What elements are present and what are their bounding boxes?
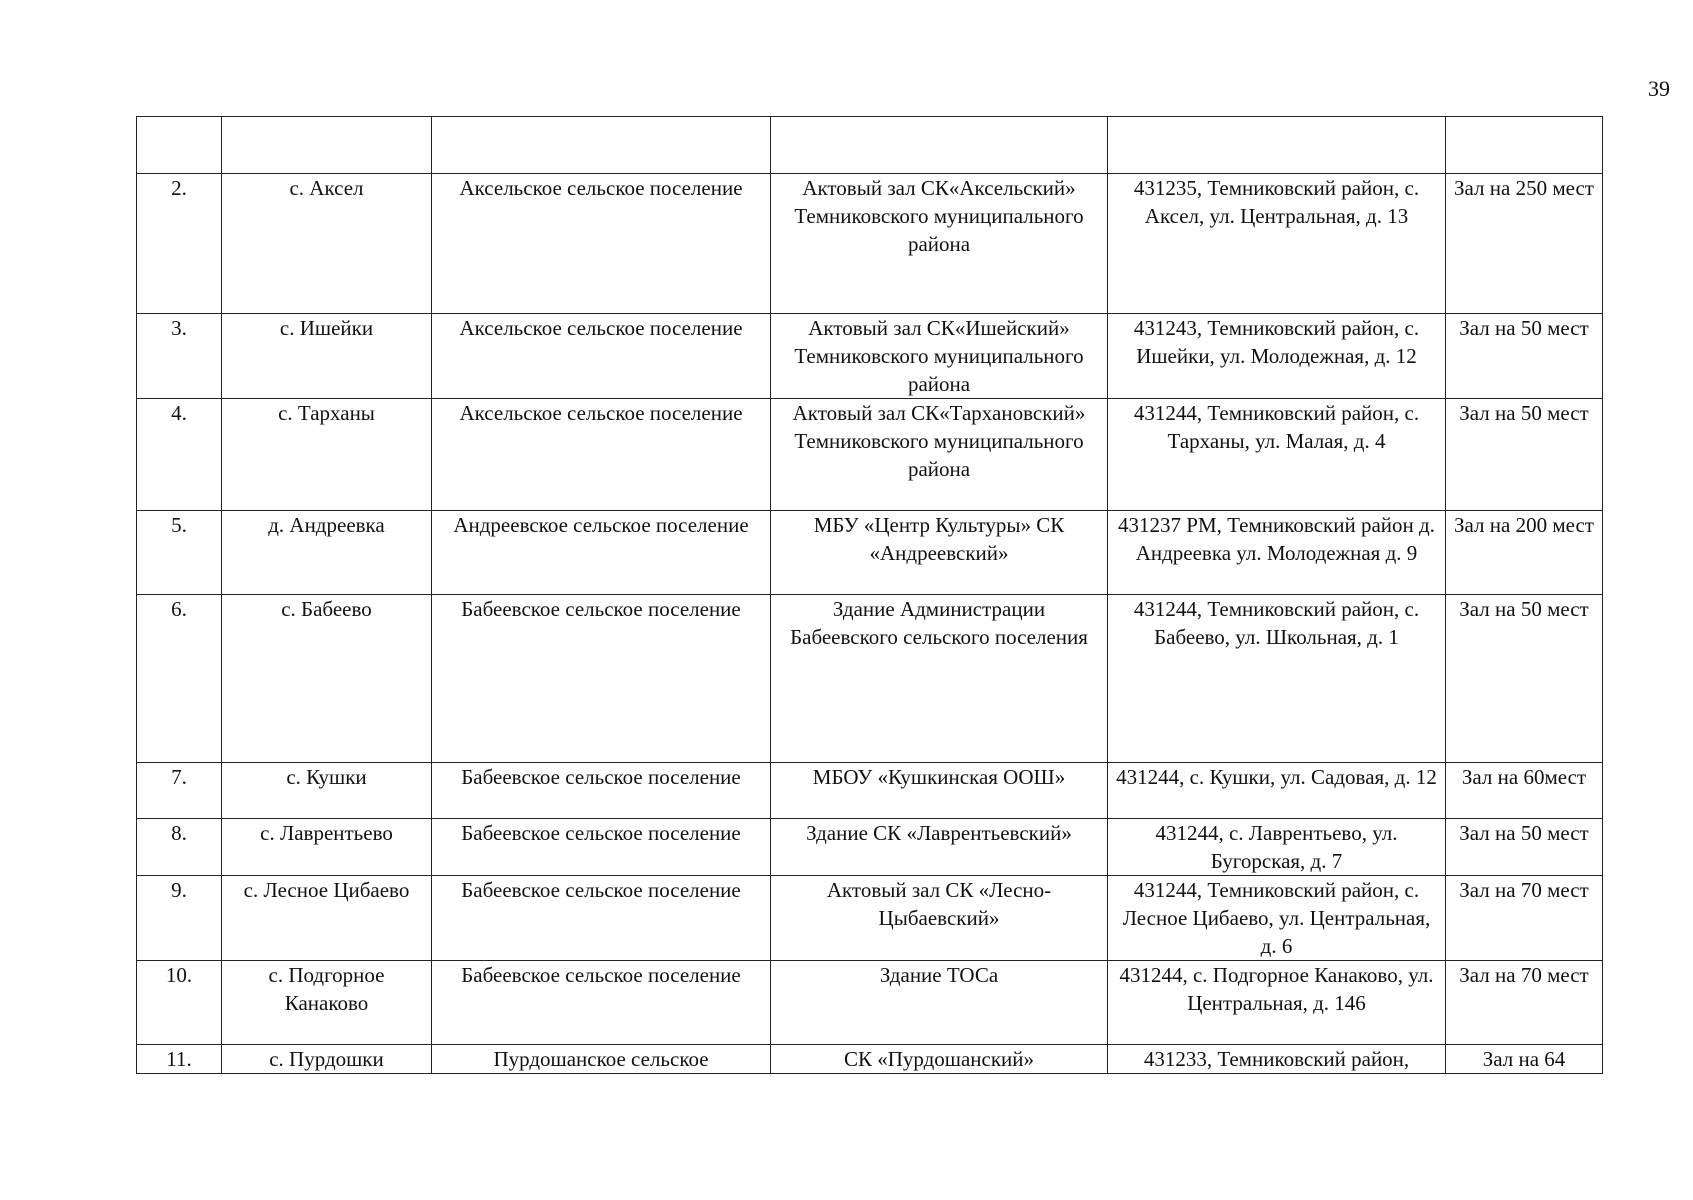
cell-capacity: Зал на 250 мест xyxy=(1446,174,1603,314)
cell-capacity: Зал на 70 мест xyxy=(1446,961,1603,1045)
table-row xyxy=(137,174,1603,314)
cell-municipality xyxy=(432,117,771,174)
page-number: 39 xyxy=(1648,76,1670,101)
cell-settlement: с. Пурдошки xyxy=(222,1045,432,1074)
cell-num: 4. xyxy=(137,399,222,511)
cell-venue: Здание СК «Лаврентьевский» xyxy=(771,819,1108,876)
cell-settlement: с. Бабеево xyxy=(222,595,432,763)
cell-settlement: с. Подгорное Канаково xyxy=(222,961,432,1045)
cell-venue xyxy=(771,117,1108,174)
cell-settlement: д. Андреевка xyxy=(222,511,432,595)
cell-capacity xyxy=(1446,117,1603,174)
cell-address: 431237 РМ, Темниковский район д. Андреевка ул. Молодежная д. 9 xyxy=(1108,511,1446,595)
cell-num: 6. xyxy=(137,595,222,763)
cell-municipality: Аксельское сельское поселение xyxy=(432,314,771,399)
cell-num: 5. xyxy=(137,511,222,595)
cell-num: 7. xyxy=(137,763,222,819)
cell-municipality: Пурдошанское сельское xyxy=(432,1045,771,1074)
cell-num xyxy=(137,117,222,174)
cell-municipality: Бабеевское сельское поселение xyxy=(432,595,771,763)
cell-municipality: Андреевское сельское поселение xyxy=(432,511,771,595)
cell-venue: МБОУ «Кушкинская ООШ» xyxy=(771,763,1108,819)
cell-settlement: с. Лаврентьево xyxy=(222,819,432,876)
cell-venue: Актовый зал СК «Лесно-Цыбаевский» xyxy=(771,876,1108,961)
cell-address: 431244, с. Лаврентьево, ул. Бугорская, д. 7 xyxy=(1108,819,1446,876)
cell-address: 431244, с. Подгорное Канаково, ул. Центральная, д. 146 xyxy=(1108,961,1446,1045)
cell-settlement: с. Лесное Цибаево xyxy=(222,876,432,961)
cell-capacity: Зал на 60мест xyxy=(1446,763,1603,819)
cell-capacity: Зал на 70 мест xyxy=(1446,876,1603,961)
cell-address: 431235, Темниковский район, с. Аксел, ул. Центральная, д. 13 xyxy=(1108,174,1446,314)
cell-num: 8. xyxy=(137,819,222,876)
cell-settlement: с. Ишейки xyxy=(222,314,432,399)
table-row xyxy=(137,595,1603,763)
table-row xyxy=(137,876,1603,961)
cell-venue: Актовый зал СК«Аксельский» Темниковского муниципального района xyxy=(771,174,1108,314)
cell-capacity: Зал на 50 мест xyxy=(1446,399,1603,511)
cell-capacity: Зал на 64 xyxy=(1446,1045,1603,1074)
cell-venue: Актовый зал СК«Тархановский» Темниковского муниципального района xyxy=(771,399,1108,511)
cell-venue: СК «Пурдошанский» xyxy=(771,1045,1108,1074)
cell-address: 431244, Темниковский район, с. Лесное Цибаево, ул. Центральная, д. 6 xyxy=(1108,876,1446,961)
table-row xyxy=(137,314,1603,399)
cell-settlement xyxy=(222,117,432,174)
cell-venue: Здание ТОСа xyxy=(771,961,1108,1045)
cell-address xyxy=(1108,117,1446,174)
table-row xyxy=(137,399,1603,511)
cell-address: 431243, Темниковский район, с. Ишейки, ул. Молодежная, д. 12 xyxy=(1108,314,1446,399)
cell-num: 11. xyxy=(137,1045,222,1074)
cell-capacity: Зал на 50 мест xyxy=(1446,595,1603,763)
cell-num: 2. xyxy=(137,174,222,314)
table-row xyxy=(137,961,1603,1045)
cell-address: 431244, Темниковский район, с. Бабеево, ул. Школьная, д. 1 xyxy=(1108,595,1446,763)
cell-address: 431233, Темниковский район, xyxy=(1108,1045,1446,1074)
table-row xyxy=(137,511,1603,595)
table-body xyxy=(137,117,1603,1074)
cell-venue: МБУ «Центр Культуры» СК «Андреевский» xyxy=(771,511,1108,595)
cell-capacity: Зал на 50 мест xyxy=(1446,314,1603,399)
cell-num: 10. xyxy=(137,961,222,1045)
cell-municipality: Бабеевское сельское поселение xyxy=(432,961,771,1045)
table-row xyxy=(137,763,1603,819)
cell-venue: Актовый зал СК«Ишейский» Темниковского муниципального района xyxy=(771,314,1108,399)
cell-municipality: Бабеевское сельское поселение xyxy=(432,819,771,876)
cell-settlement: с. Тарханы xyxy=(222,399,432,511)
table-row xyxy=(137,1045,1603,1074)
cell-municipality: Аксельское сельское поселение xyxy=(432,399,771,511)
cell-capacity: Зал на 200 мест xyxy=(1446,511,1603,595)
cell-municipality: Аксельское сельское поселение xyxy=(432,174,771,314)
table-row xyxy=(137,819,1603,876)
cell-num: 9. xyxy=(137,876,222,961)
cell-venue: Здание Администрации Бабеевского сельского поселения xyxy=(771,595,1108,763)
venues-table xyxy=(136,116,1603,1074)
cell-settlement: с. Кушки xyxy=(222,763,432,819)
cell-municipality: Бабеевское сельское поселение xyxy=(432,876,771,961)
cell-num: 3. xyxy=(137,314,222,399)
table-row xyxy=(137,117,1603,174)
cell-address: 431244, Темниковский район, с. Тарханы, ул. Малая, д. 4 xyxy=(1108,399,1446,511)
cell-address: 431244, с. Кушки, ул. Садовая, д. 12 xyxy=(1108,763,1446,819)
cell-municipality: Бабеевское сельское поселение xyxy=(432,763,771,819)
cell-settlement: с. Аксел xyxy=(222,174,432,314)
cell-capacity: Зал на 50 мест xyxy=(1446,819,1603,876)
